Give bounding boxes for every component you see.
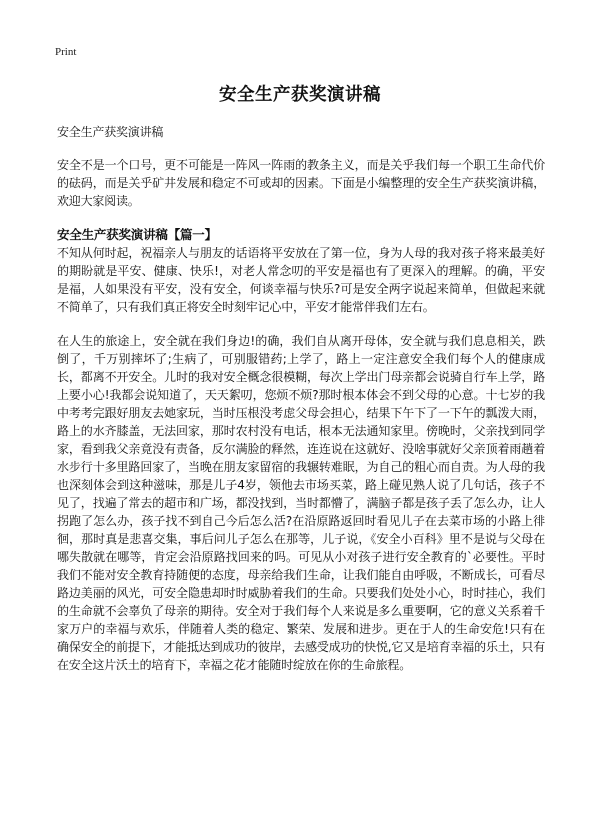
- section-heading: 安全生产获奖演讲稿【篇一】: [57, 227, 217, 242]
- intro-paragraph: 安全不是一个口号，更不可能是一阵风一阵雨的教条主义，而是关乎我们每一个职工生命代价的砝码，而是关乎矿井发展和稳定不可或却的因素。下面是小编整理的安全生产获奖演讲稿，欢迎大家阅读。: [57, 158, 545, 208]
- body-paragraph: 不知从何时起，祝福亲人与朋友的话语将平安放在了第一位，身为人母的我对孩子将来最美好的期盼就是平安、健康、快乐!，对老人常念叨的平安是福也有了更深入的理解。的确，平安是福，人如果没有平安，没有安全，何谈幸福与快乐?可是安全两字说起来简单，但做起来就不简单了，只有我们真正将安全时刻牢记心中，平安才能常伴我们左右。: [57, 246, 545, 314]
- document-subtitle: 安全生产获奖演讲稿: [57, 125, 164, 139]
- body-paragraph: 在人生的旅途上，安全就在我们身边!的确，我们自从离开母体，安全就与我们息息相关，跌倒了，千万别摔坏了;生病了，可别服错药;上学了，路上一定注意安全我们每个人的健康成长，都离不开安全。儿时的我对安全概念很模糊，每次上学出门母亲都会说骑自行车上学，路上要小心!我都会说知道了，天天絮叨，您烦不烦?那时根本体会不到父母的心意。十七岁的我中考考完跟好朋友去她家玩，当时压根没考虑父母会担心，结果下午下了一下午的瓢泼大雨，路上的水齐膝盖，无法回家，那时农村没有电话，根本无法通知家里。傍晚时，父亲找到同学家，看到我父亲竟没有责备，反尔满脸的释然，连连说在这就好、没啥事就好父亲顶着雨趟着水步行十多里路回家了，当晚在朋友家留宿的我辗转难眠，为自己的粗心而自责。为人母的我也深刻体会到这种滋味，那是儿子4岁，领他去市场买菜，路上碰见熟人说了几句话，孩子不见了，找遍了常去的超市和广场，都没找到，当时都懵了，满脑子都是孩子丢了怎么办，让人拐跑了怎么办，孩子找不到自己今后怎么活?在沿原路返回时看见儿子在去菜市场的小路上徘徊，那时真是悲喜交集，事后问儿子怎么在那等，儿子说，《安全小百科》里不是说与父母在哪失散就在哪等，肯定会沿原路找回来的吗。可见从小对孩子进行安全教育的`必要性。平时我们不能对安全教育持随便的态度，母亲给我们生命，让我们能自由呼吸，不断成长，可看尽路边美丽的风光，可安全隐患却时时威胁着我们的生命。只要我们处处小心，时时挂心，我们的生命就不会辜负了母亲的期待。安全对于我们每个人来说是多么重要啊，它的意义关系着千家万户的幸福与欢乐，伴随着人类的稳定、繁荣、发展和进步。更在于人的生命安危!只有在确保安全的前提下，才能抵达到成功的彼岸，去感受成功的快悦,它又是培育幸福的乐土，只有在安全这片沃土的培育下，幸福之花才能随时绽放在你的生命旅程。: [57, 334, 545, 672]
- print-link[interactable]: Print: [55, 46, 77, 58]
- page-title: 安全生产获奖演讲稿: [219, 85, 381, 105]
- document-content: [57, 123, 545, 674]
